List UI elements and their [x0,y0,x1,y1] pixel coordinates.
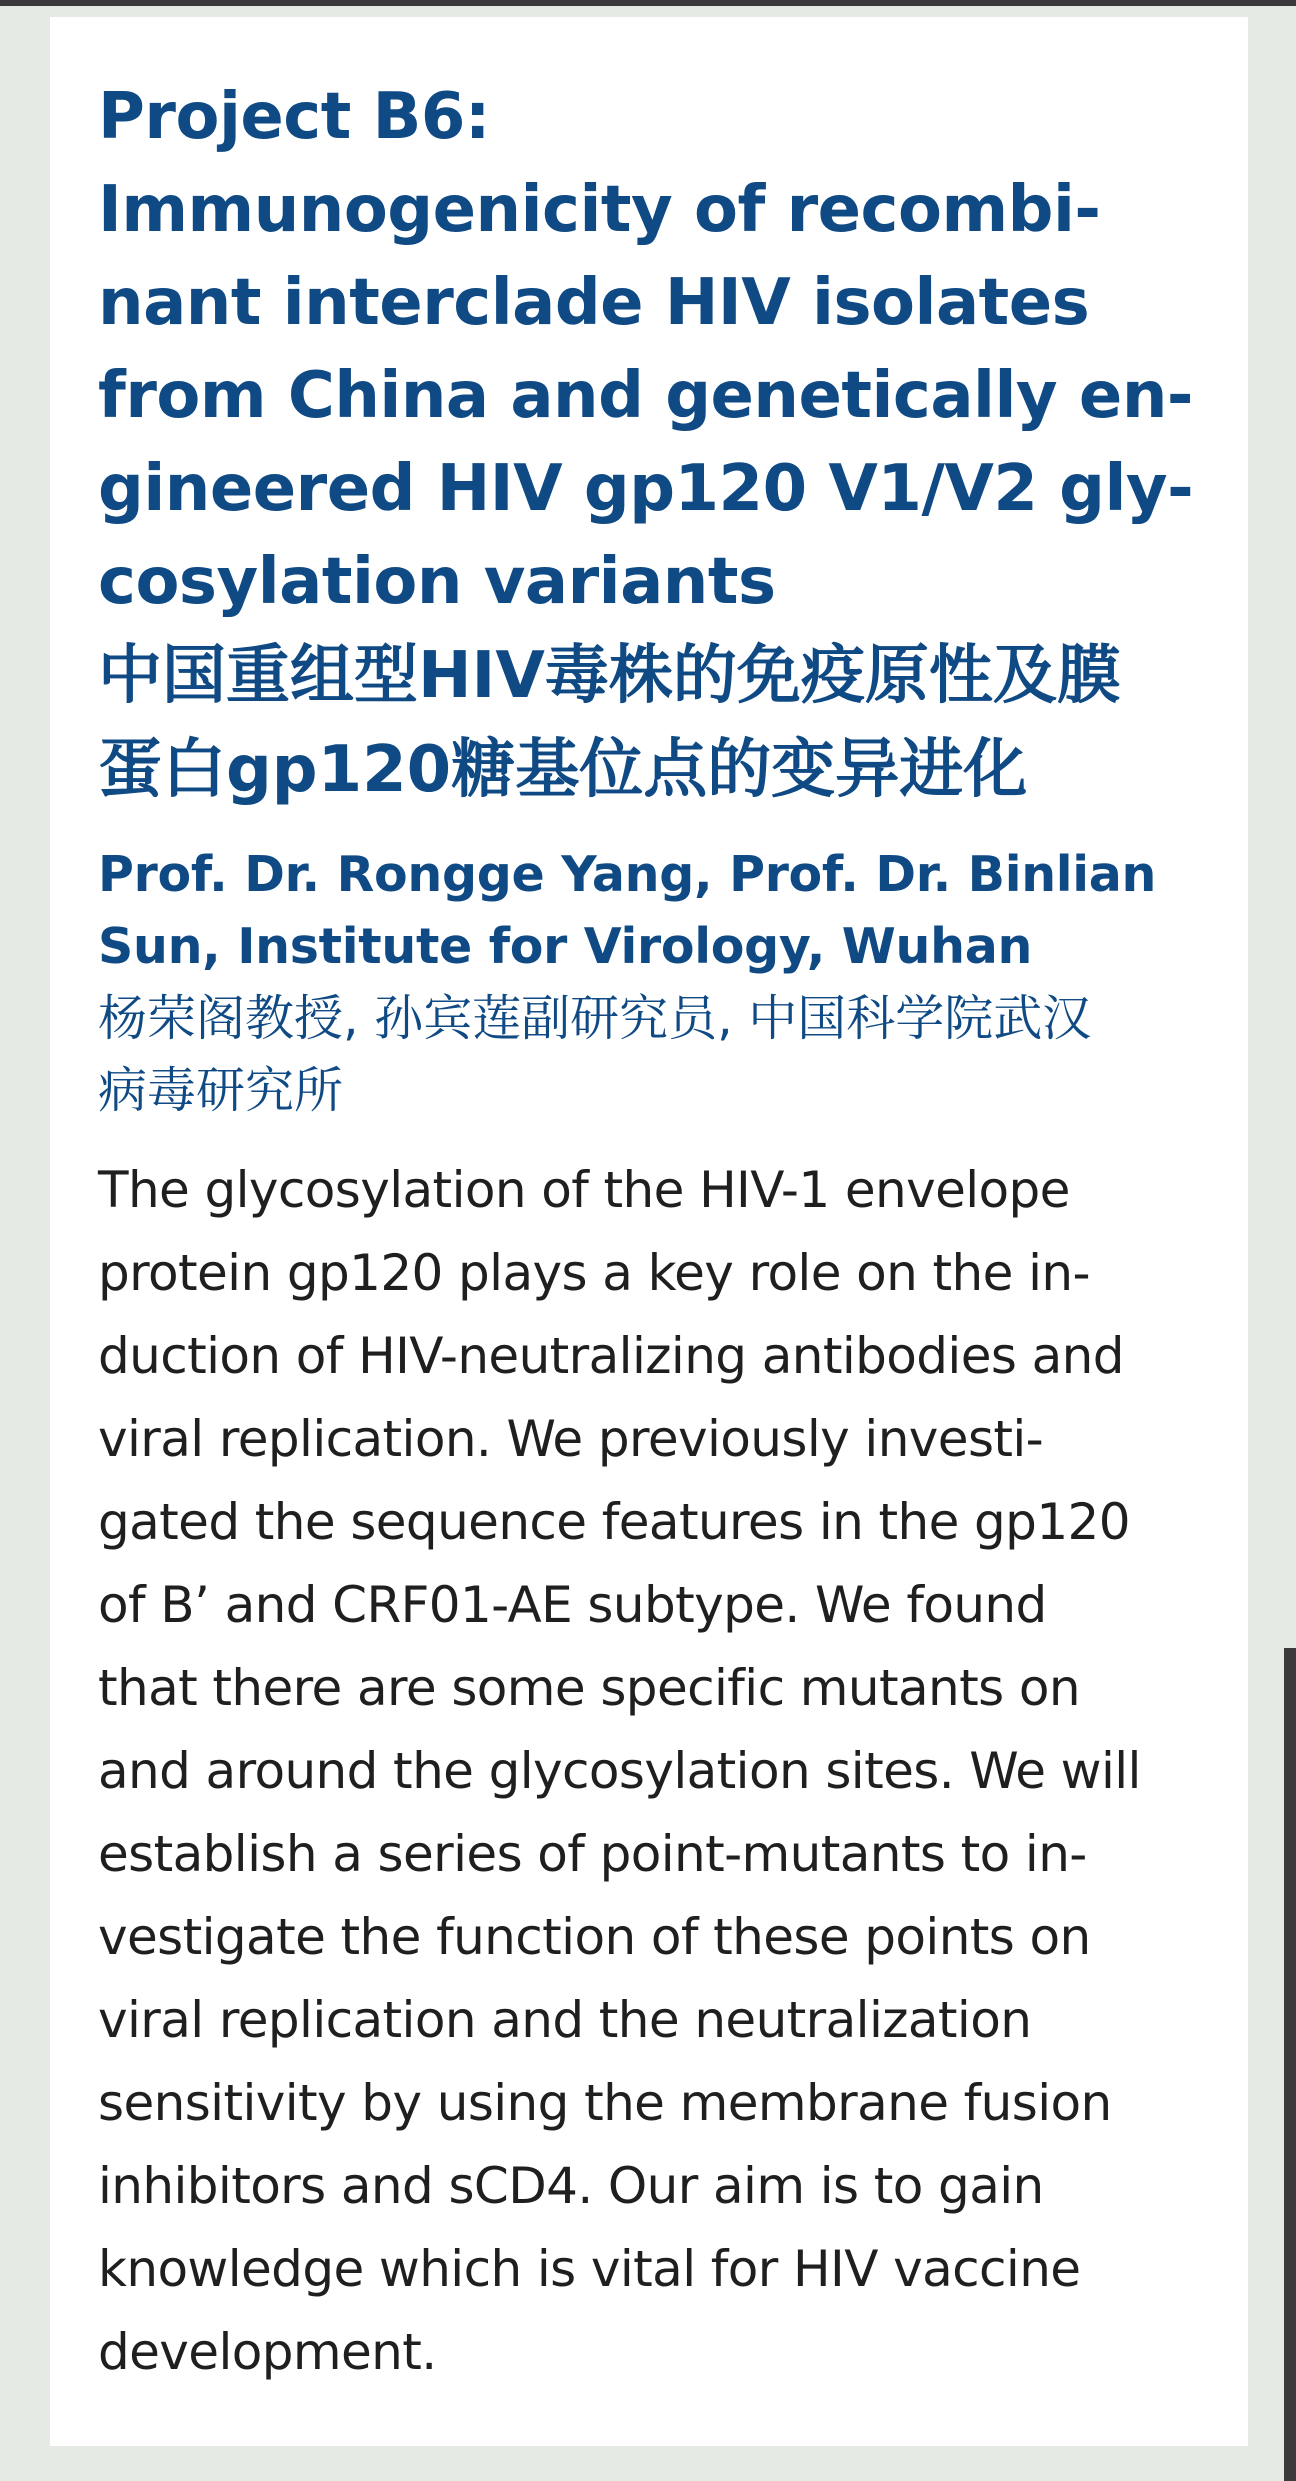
description-line: sensitivity by using the membrane fusion [98,2074,1112,2132]
description-line: development. [98,2323,437,2381]
description-line: duction of HIV-neutralizing antibodies and [98,1327,1124,1385]
description-line: of B’ and CRF01-AE subtype. We found [98,1576,1047,1634]
project-title-line: cosylation variants [98,545,776,619]
description-line: inhibitors and sCD4. Our aim is to gain [98,2157,1044,2215]
authors [98,839,1200,983]
description-line: vestigate the function of these points on [98,1908,1091,1966]
description-line: protein gp120 plays a key role on the in- [98,1244,1090,1302]
description-line: that there are some specific mutants on [98,1659,1080,1717]
project-description [98,1149,1200,2394]
project-title-line: Immunogenicity of recombi- [98,173,1101,247]
description-line: and around the glycosylation sites. We will [98,1742,1141,1800]
authors-chinese-line: 杨荣阁教授, 孙宾莲副研究员, 中国科学院武汉 [98,990,1092,1047]
authors-line: Prof. Dr. Rongge Yang, Prof. Dr. Binlian [98,846,1157,903]
project-title-line: from China and genetically en- [98,359,1193,433]
project-title-line: Project B6: [98,80,490,154]
description-line: viral replication. We previously investi- [98,1410,1044,1468]
description-line: viral replication and the neutralization [98,1991,1032,2049]
description-line: knowledge which is vital for HIV vaccine [98,2240,1081,2298]
authors-chinese-line: 病毒研究所 [98,1062,344,1119]
description-line: gated the sequence features in the gp120 [98,1493,1130,1551]
authors-line: Sun, Institute for Virology, Wuhan [98,918,1033,975]
project-card [50,17,1248,2446]
project-title-line: gineered HIV gp120 V1/V2 gly- [98,452,1194,526]
authors-chinese [98,983,1200,1127]
project-title-chinese [98,629,1200,817]
project-title-chinese-line: 蛋白gp120糖基位点的变异进化 [98,733,1028,807]
project-title-chinese-line: 中国重组型HIV毒株的免疫原性及膜 [98,639,1121,713]
description-line: The glycosylation of the HIV-1 envelope [98,1161,1070,1219]
project-title [98,71,1200,629]
description-line: establish a series of point-mutants to in- [98,1825,1087,1883]
top-edge-bar [0,0,1296,6]
project-title-line: nant interclade HIV isolates [98,266,1090,340]
scrollbar-thumb[interactable] [1284,1648,1296,2481]
